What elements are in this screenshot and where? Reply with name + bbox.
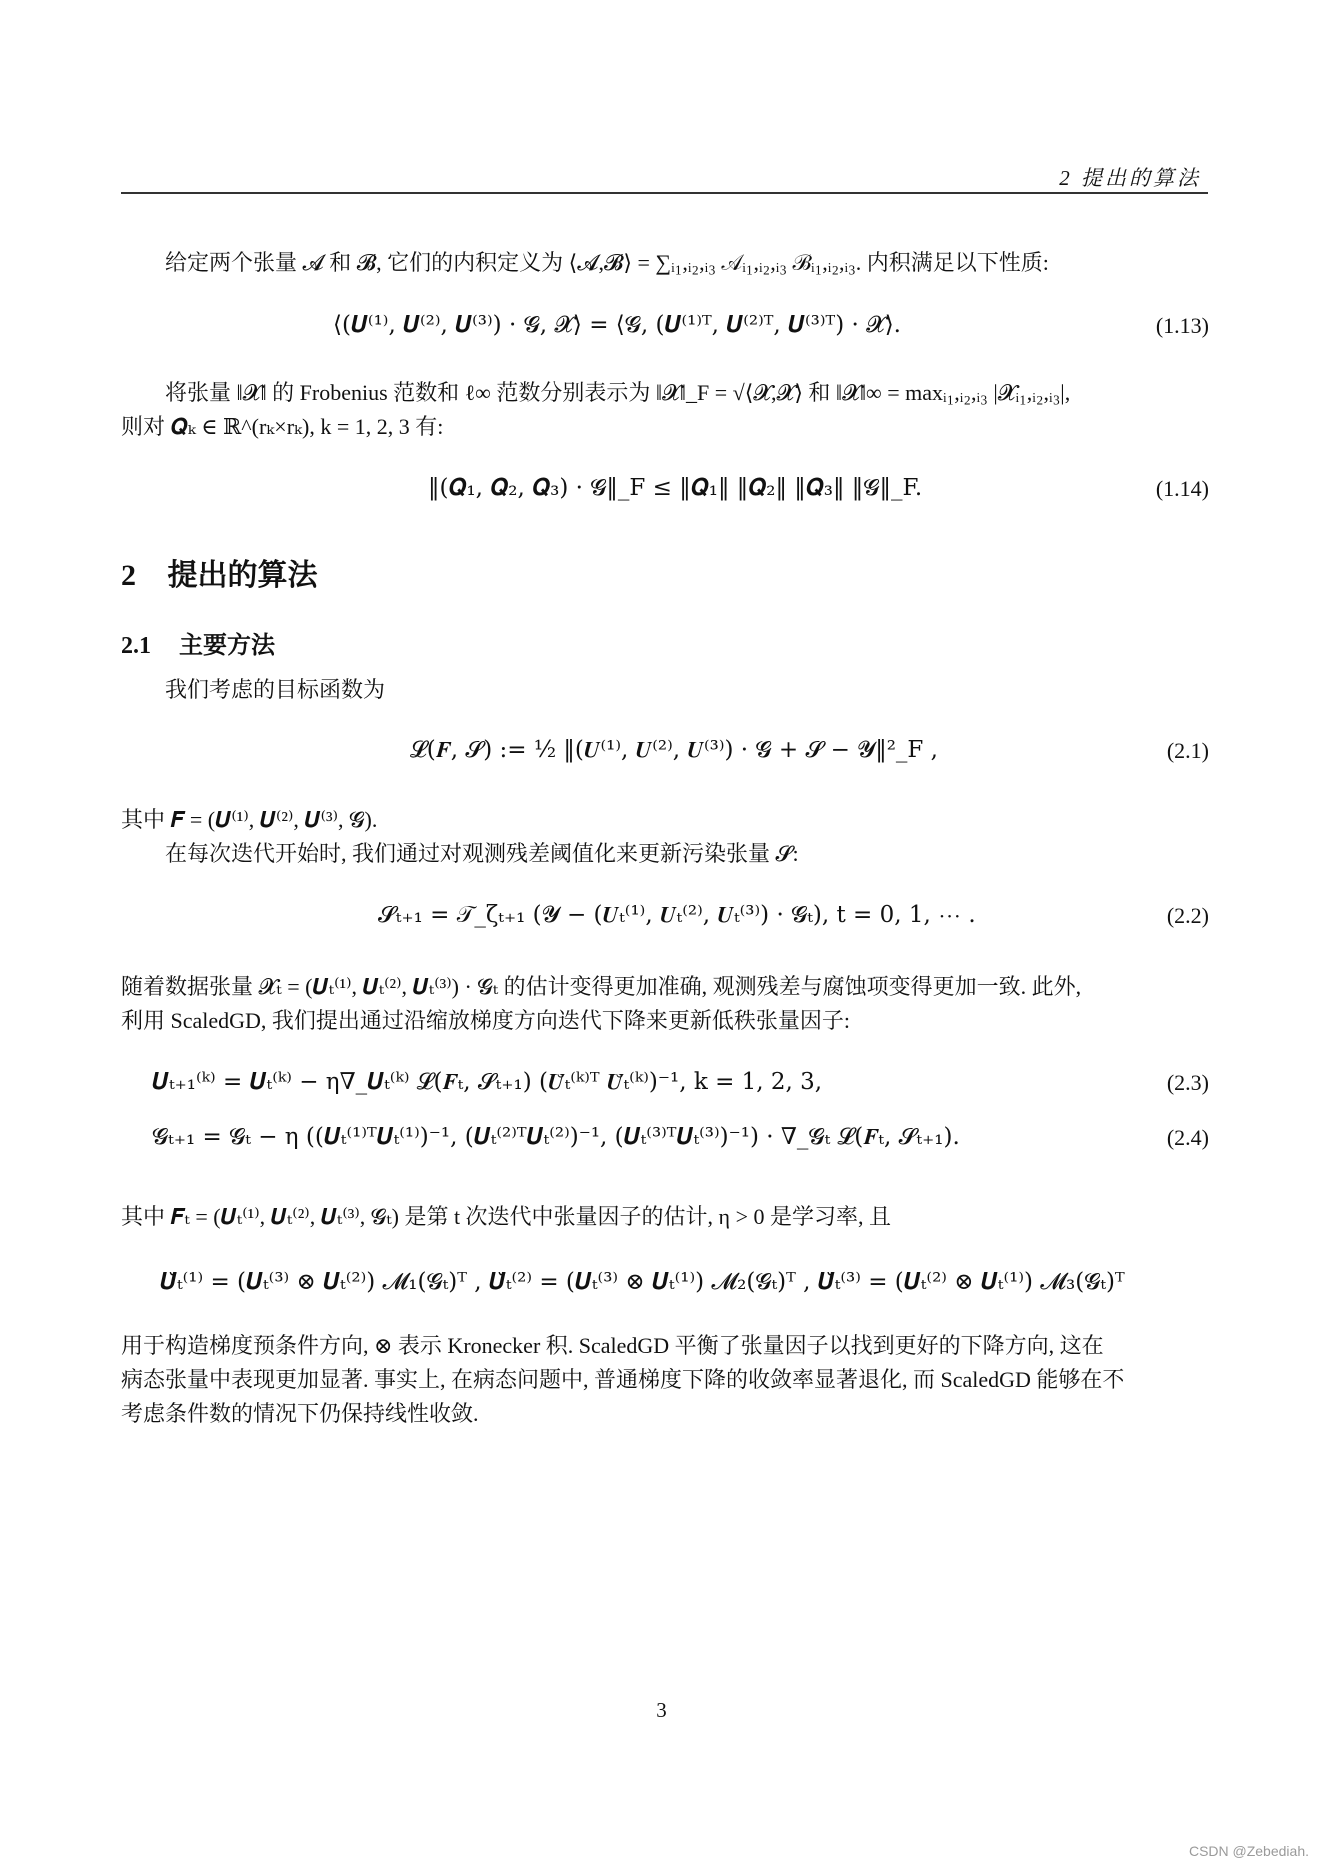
paragraph-threshold: 在每次迭代开始时, 我们通过对观测残差阈值化来更新污染张量 𝓢:: [165, 841, 799, 866]
paragraph-scaledgd-line1: 随着数据张量 𝓧ₜ = (𝑼ₜ⁽¹⁾, 𝑼ₜ⁽²⁾, 𝑼ₜ⁽³⁾) · 𝓖ₜ 的估计变得更加准确, 观测残差与腐蚀项变得更加一致. 此外,: [121, 974, 1082, 999]
running-header: 2 提出的算法: [1059, 166, 1201, 190]
paragraph-norms-line1: 将张量 ‖𝓧‖ 的 Frobenius 范数和 ℓ∞ 范数分别表示为 ‖𝓧‖_F = √⟨𝓧,𝓧⟩ 和 ‖𝓧‖∞ = maxᵢ₁,ᵢ₂,ᵢ₃ |𝓧ᵢ₁,ᵢ₂,ᵢ₃|,: [165, 380, 1071, 405]
paragraph-where-Ft: 其中 𝑭ₜ = (𝑼ₜ⁽¹⁾, 𝑼ₜ⁽²⁾, 𝑼ₜ⁽³⁾, 𝓖ₜ) 是第 t 次迭代中张量因子的估计, η > 0 是学习率, 且: [121, 1204, 891, 1229]
equation-2-4: 𝓖ₜ₊₁ = 𝓖ₜ − η ((𝑼ₜ⁽¹⁾ᵀ𝑼ₜ⁽¹⁾)⁻¹, (𝑼ₜ⁽²⁾ᵀ𝑼ₜ⁽²⁾)⁻¹, (𝑼ₜ⁽³⁾ᵀ𝑼ₜ⁽³⁾)⁻¹) · ∇_𝓖ₜ 𝓛(𝑭ₜ, 𝓢ₜ₊₁).: [152, 1124, 960, 1150]
paragraph-conclusion-line3: 考虑条件数的情况下仍保持线性收敛.: [121, 1401, 479, 1426]
equation-U-breve: 𝑼̆ₜ⁽¹⁾ = (𝑼ₜ⁽³⁾ ⊗ 𝑼ₜ⁽²⁾) 𝓜₁(𝓖ₜ)ᵀ , 𝑼̆ₜ⁽²⁾ = (𝑼ₜ⁽³⁾ ⊗ 𝑼ₜ⁽¹⁾) 𝓜₂(𝓖ₜ)ᵀ , 𝑼̆ₜ⁽³⁾ = (𝑼ₜ⁽²⁾ ⊗ 𝑼ₜ⁽¹⁾) 𝓜₃(𝓖ₜ)ᵀ: [160, 1269, 1125, 1295]
subsection-title: 主要方法: [179, 633, 275, 659]
section-title: 提出的算法: [167, 559, 318, 592]
equation-2-2: 𝓢ₜ₊₁ = 𝒯_ζₜ₊₁ (𝓨 − (𝑼ₜ⁽¹⁾, 𝑼ₜ⁽²⁾, 𝑼ₜ⁽³⁾) · 𝓖ₜ), t = 0, 1, ⋯ .: [378, 902, 976, 928]
equation-2-3: 𝑼ₜ₊₁⁽ᵏ⁾ = 𝑼ₜ⁽ᵏ⁾ − η∇_𝑼ₜ⁽ᵏ⁾ 𝓛(𝑭ₜ, 𝓢ₜ₊₁) (𝑼̆ₜ⁽ᵏ⁾ᵀ 𝑼̆ₜ⁽ᵏ⁾)⁻¹, k = 1, 2, 3,: [152, 1069, 823, 1095]
equation-number-2-4: (2.4): [1166, 1125, 1209, 1150]
paragraph-objective: 我们考虑的目标函数为: [165, 677, 386, 702]
paragraph-where-F: 其中 𝑭 = (𝑼⁽¹⁾, 𝑼⁽²⁾, 𝑼⁽³⁾, 𝓖).: [121, 807, 378, 832]
equation-number-1-13: (1.13): [1155, 313, 1209, 338]
paragraph-conclusion-line2: 病态张量中表现更加显著. 事实上, 在病态问题中, 普通梯度下降的收敛率显著退化, 而 ScaledGD 能够在不: [121, 1367, 1125, 1392]
equation-number-2-2: (2.2): [1166, 903, 1209, 928]
equation-number-1-14: (1.14): [1155, 476, 1209, 501]
subsection-number: 2.1: [121, 633, 151, 659]
paragraph-conclusion-line1: 用于构造梯度预条件方向, ⊗ 表示 Kronecker 积. ScaledGD 平衡了张量因子以找到更好的下降方向, 这在: [121, 1333, 1104, 1358]
equation-1-13: ⟨(𝑼⁽¹⁾, 𝑼⁽²⁾, 𝑼⁽³⁾) · 𝓖, 𝓧⟩ = ⟨𝓖, (𝑼⁽¹⁾ᵀ, 𝑼⁽²⁾ᵀ, 𝑼⁽³⁾ᵀ) · 𝓧⟩.: [333, 312, 901, 338]
equation-1-14: ‖(𝑸₁, 𝑸₂, 𝑸₃) · 𝓖‖_F ≤ ‖𝑸₁‖ ‖𝑸₂‖ ‖𝑸₃‖ ‖𝓖‖_F.: [428, 475, 923, 501]
paragraph-scaledgd-line2: 利用 ScaledGD, 我们提出通过沿缩放梯度方向迭代下降来更新低秩张量因子:: [121, 1008, 851, 1033]
paragraph-inner-product: 给定两个张量 𝓐 和 𝓑, 它们的内积定义为 ⟨𝓐,𝓑⟩ = ∑ᵢ₁,ᵢ₂,ᵢ₃ 𝒜ᵢ₁,ᵢ₂,ᵢ₃ ℬᵢ₁,ᵢ₂,ᵢ₃. 内积满足以下性质:: [165, 250, 1049, 275]
section-heading-2: [121, 550, 318, 594]
equation-number-2-1: (2.1): [1166, 738, 1209, 763]
paragraph-norms-line2: 则对 𝑸ₖ ∈ ℝ^(rₖ×rₖ), k = 1, 2, 3 有:: [121, 414, 444, 439]
equation-number-2-3: (2.3): [1166, 1070, 1209, 1095]
equation-2-1: 𝓛(𝑭, 𝓢) := ½ ‖(𝑼⁽¹⁾, 𝑼⁽²⁾, 𝑼⁽³⁾) · 𝓖 + 𝓢 − 𝓨‖²_F ,: [410, 737, 938, 763]
watermark: CSDN @Zebediah.: [1188, 1843, 1309, 1859]
subsection-heading-2-1: [121, 625, 275, 660]
page-number: 3: [656, 1698, 667, 1722]
section-number: 2: [121, 559, 136, 592]
header-rule: [121, 192, 1208, 194]
